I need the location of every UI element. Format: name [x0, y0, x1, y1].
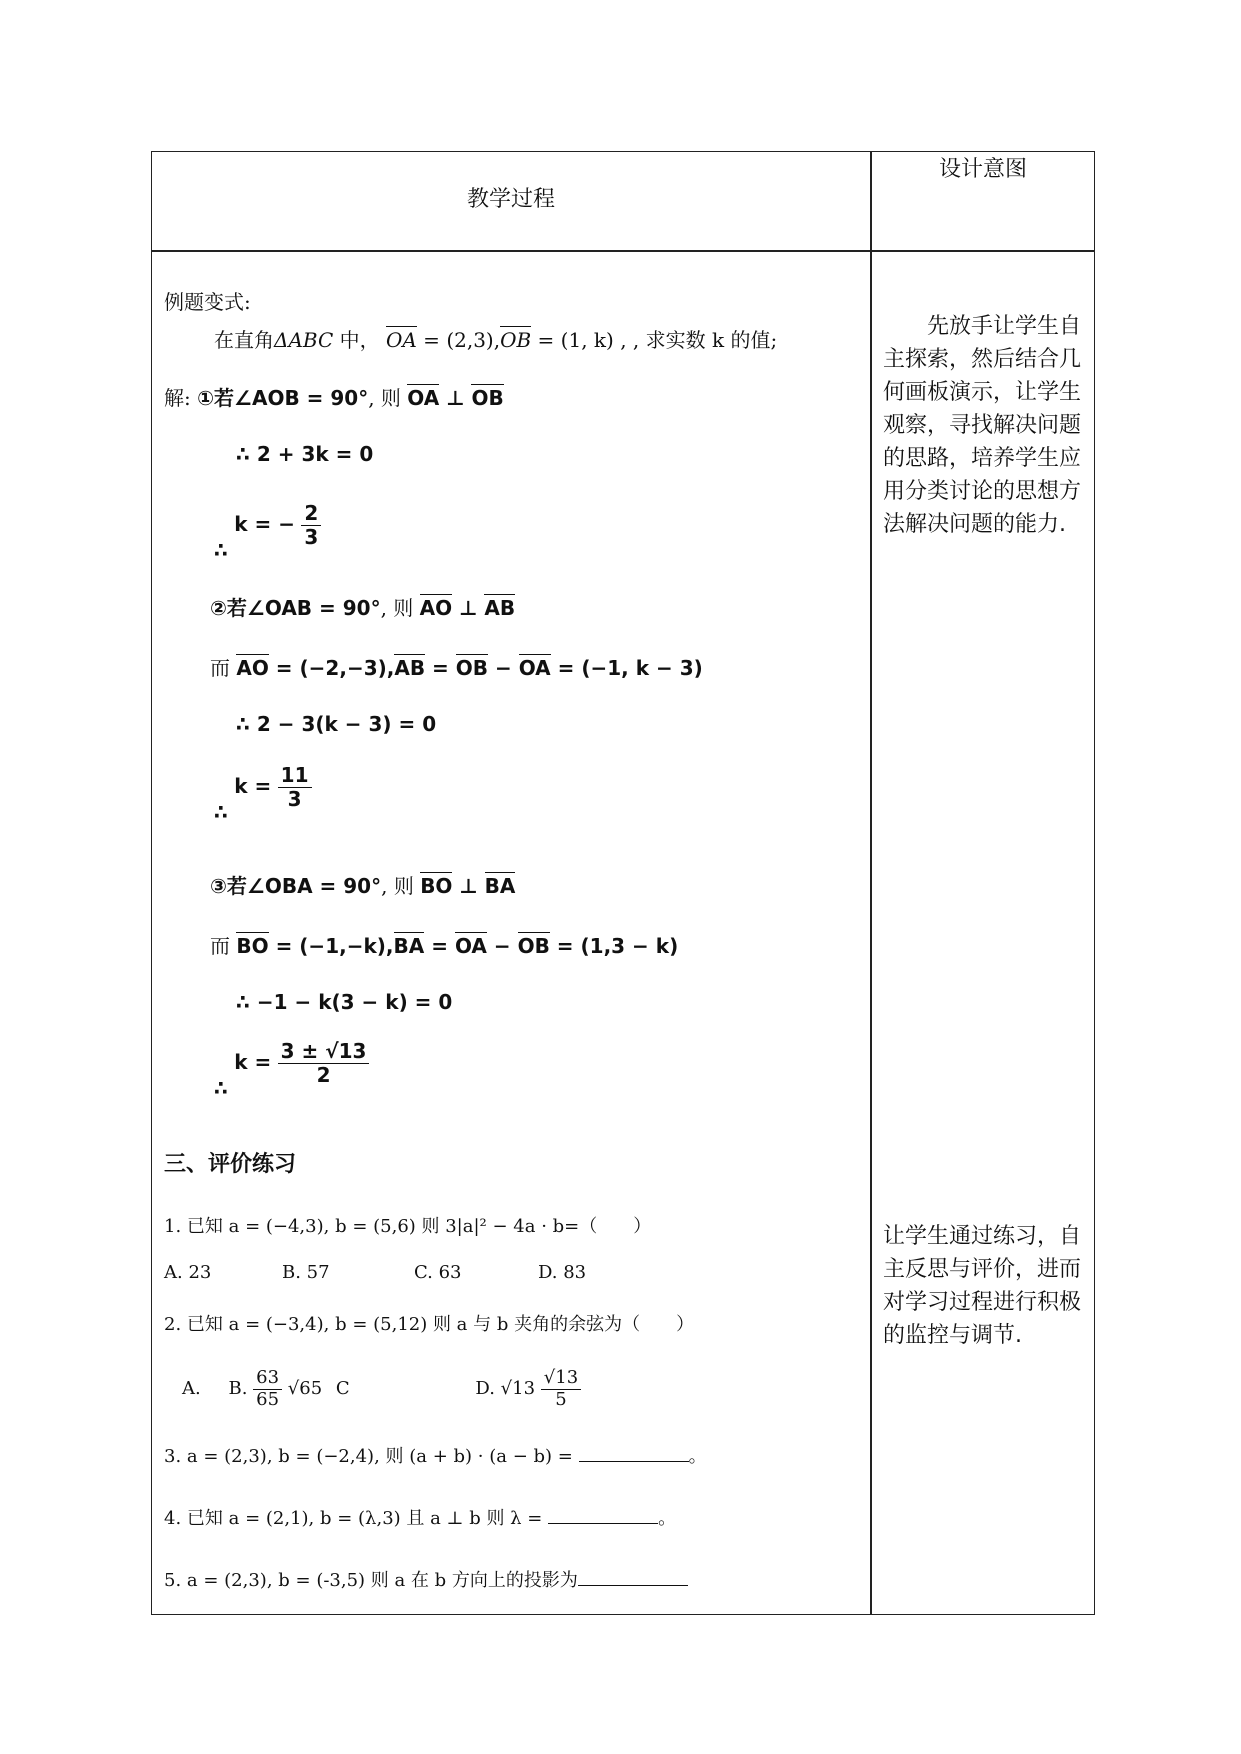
minus: − — [486, 934, 518, 958]
intent-note-1: 先放手让学生自主探索，然后结合几何画板演示，让学生观察，寻找解决问题的思路，培养学生应用分类讨论的思想方法解决问题的能力. — [883, 314, 1082, 537]
vector-ob: OB — [500, 328, 532, 352]
q2-d-fraction — [541, 1368, 581, 1410]
case3-k-fraction — [278, 1040, 370, 1087]
case1-perp-b: OB — [471, 386, 504, 410]
case1-condition: ①若∠AOB = 90° — [197, 386, 369, 410]
therefore-symbol: ∴ — [214, 1076, 228, 1100]
then-text: , 则 — [381, 874, 414, 898]
case3-ba: BA — [393, 934, 425, 958]
solution-case3 — [210, 870, 515, 899]
case1-k-fraction — [301, 502, 321, 549]
problem-prefix: 在直角 — [214, 328, 274, 352]
fraction-numerator: 63 — [253, 1368, 282, 1390]
perp-symbol: ⊥ — [452, 596, 485, 620]
q2-options — [182, 1368, 581, 1410]
case3-oa: OA — [454, 934, 487, 958]
q2-c-value: √65 — [287, 1378, 323, 1400]
oa-value: (2,3), — [446, 328, 501, 352]
case3-k — [214, 1039, 369, 1100]
therefore-symbol: ∴ — [214, 538, 228, 562]
fraction-numerator: 2 — [301, 502, 321, 526]
practice-heading: 三、评价练习 — [164, 1152, 297, 1177]
problem-triangle: ΔABC — [274, 328, 334, 352]
and-text: 而 — [210, 934, 230, 958]
therefore-symbol: ∴ — [214, 800, 228, 824]
fraction-numerator: √13 — [541, 1368, 581, 1390]
fraction-denominator: 3 — [287, 787, 302, 811]
ob-value: (1, k) , , 求实数 k 的值; — [560, 328, 778, 352]
case3-perp-a: BO — [420, 874, 453, 898]
case1-equation: ∴ 2 + 3k = 0 — [236, 442, 374, 466]
column-divider — [870, 152, 872, 1614]
case1-perp-a: OA — [407, 386, 440, 410]
case2-k — [214, 763, 312, 824]
minus: − — [488, 656, 519, 680]
q2-option-a: A. — [182, 1378, 201, 1400]
case3-ob: OB — [517, 934, 550, 958]
solution-case2 — [210, 592, 515, 621]
q1-option-b: B. 57 — [282, 1262, 330, 1283]
q1-option-d: D. 83 — [538, 1262, 587, 1283]
q2-b-fraction — [253, 1368, 282, 1410]
header-divider — [152, 250, 1094, 252]
vector-oa: OA — [385, 328, 417, 352]
q5-text: 5. a = (2,3), b = (-3,5) 则 a 在 b 方向上的投影为 — [164, 1570, 578, 1591]
case2-k-fraction — [278, 764, 312, 811]
case3-bo: BO — [236, 934, 269, 958]
q5-answer-blank[interactable] — [578, 1567, 688, 1586]
case2-equation: ∴ 2 − 3(k − 3) = 0 — [236, 712, 437, 736]
q4-end: 。 — [658, 1508, 677, 1529]
practice-q5 — [164, 1566, 688, 1592]
case3-condition: ③若∠OBA = 90° — [210, 874, 382, 898]
q1-option-a: A. 23 — [164, 1262, 212, 1283]
fraction-denominator: 3 — [304, 525, 319, 549]
case3-bo-value: = (−1,−k), — [268, 934, 394, 958]
case1-k-lhs: k = − — [234, 512, 296, 536]
q2-option-c: C — [335, 1378, 350, 1400]
case2-k-lhs: k = — [234, 774, 272, 798]
equals: = — [424, 934, 455, 958]
case2-ao: AO — [236, 656, 269, 680]
case2-oa: OA — [518, 656, 551, 680]
fraction-denominator: 65 — [256, 1388, 280, 1410]
case2-perp-b: AB — [484, 596, 516, 620]
solution-label: 解: — [164, 386, 191, 410]
q2-option-d: D. √13 — [475, 1378, 536, 1400]
case3-vectors — [210, 930, 678, 959]
perp-symbol: ⊥ — [439, 386, 472, 410]
then-text: , 则 — [380, 596, 414, 620]
solution-case1 — [164, 382, 504, 411]
q4-text: 4. 已知 a = (2,1), b = (λ,3) 且 a ⊥ b 则 λ = — [164, 1508, 543, 1529]
then-text: , 则 — [368, 386, 401, 410]
example-problem: 在直角ΔABC 中， OA = (2,3),OB = (1, k) , , 求实数 k 的值; — [214, 328, 778, 352]
fraction-denominator: 5 — [555, 1388, 567, 1410]
fraction-numerator: 3 ± √13 — [278, 1040, 370, 1064]
case2-condition: ②若∠OAB = 90° — [210, 596, 381, 620]
lesson-table — [151, 151, 1095, 1615]
q3-end: 。 — [688, 1446, 707, 1467]
practice-q4 — [164, 1504, 676, 1530]
q3-answer-blank[interactable] — [579, 1443, 689, 1462]
q4-answer-blank[interactable] — [548, 1505, 658, 1524]
q2-option-b: B. — [228, 1378, 248, 1400]
case1-k — [214, 501, 321, 562]
practice-q3 — [164, 1442, 707, 1468]
practice-q1: 1. 已知 a = (−4,3), b = (5,6) 则 3|a|² − 4a · b=（ ） — [164, 1216, 652, 1237]
header-design-intent: 设计意图 — [938, 157, 1027, 182]
fraction-numerator: 11 — [278, 764, 312, 788]
and-text: 而 — [210, 656, 230, 680]
fraction-denominator: 2 — [316, 1063, 331, 1087]
case2-ob: OB — [455, 656, 489, 680]
case2-ao-value: = (−2,−3), — [268, 656, 395, 680]
case3-k-lhs: k = — [234, 1050, 272, 1074]
case3-ba-value: = (1,3 − k) — [549, 934, 679, 958]
case2-ab: AB — [394, 656, 426, 680]
case2-ab-value: = (−1, k − 3) — [550, 656, 703, 680]
case2-vectors — [210, 652, 703, 681]
q1-option-c: C. 63 — [414, 1262, 462, 1283]
case3-equation: ∴ −1 − k(3 − k) = 0 — [236, 990, 453, 1014]
case2-perp-a: AO — [419, 596, 453, 620]
intent-note-2: 让学生通过练习，自主反思与评价，进而对学习过程进行积极的监控与调节. — [883, 1224, 1082, 1348]
header-teaching-process: 教学过程 — [466, 187, 555, 212]
practice-q2: 2. 已知 a = (−3,4), b = (5,12) 则 a 与 b 夹角的余弦为（ ） — [164, 1314, 695, 1335]
equals: = — [425, 656, 456, 680]
example-title: 例题变式: — [164, 290, 251, 314]
problem-mid: 中， — [333, 328, 380, 352]
perp-symbol: ⊥ — [452, 874, 485, 898]
case3-perp-b: BA — [484, 874, 516, 898]
q3-text: 3. a = (2,3), b = (−2,4), 则 (a + b) · (a − b) = — [164, 1446, 573, 1467]
